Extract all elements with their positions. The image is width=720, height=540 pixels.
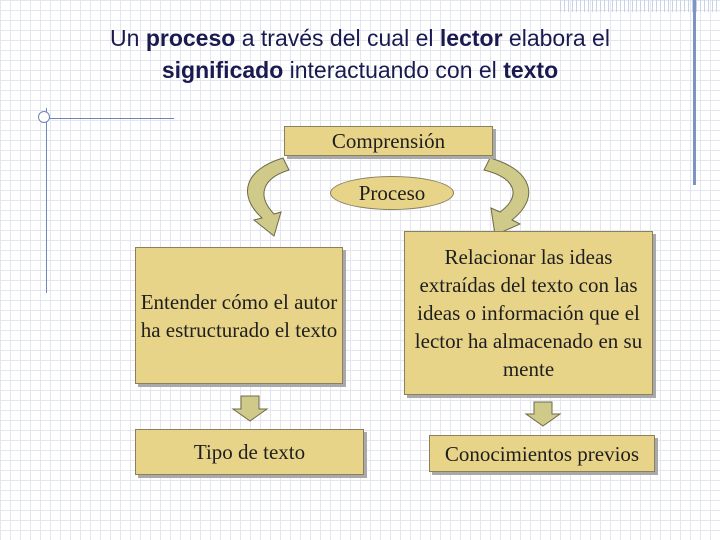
- title-part-1: Un: [110, 25, 146, 51]
- title-bold-texto: texto: [503, 57, 559, 83]
- right-down-arrow: [526, 402, 560, 426]
- comprension-box: [284, 126, 493, 156]
- title-part-5: elabora el: [502, 25, 610, 51]
- comprension-label: Comprensión: [331, 129, 446, 153]
- tipo-de-texto-box: [135, 429, 364, 475]
- title-bold-significado: significado: [161, 57, 284, 83]
- left-process-text: Entender cómo el autor ha estructurado el texto: [140, 289, 338, 342]
- left-curved-arrow: [248, 158, 289, 236]
- title-bold-lector: lector: [439, 25, 503, 51]
- conocimientos-previos-box: [429, 435, 655, 472]
- title-bold-proceso: proceso: [145, 25, 236, 51]
- left-process-box: [135, 247, 343, 384]
- right-process-box: [404, 231, 653, 395]
- proceso-ellipse: [330, 176, 454, 210]
- right-process-text: Relacionar las ideas extraídas del texto con las ideas o información que el lector ha almacenado en su mente: [414, 245, 643, 381]
- right-curved-arrow: [484, 158, 529, 235]
- conocimientos-previos-label: Conocimientos previos: [444, 441, 640, 466]
- title-part-7: interactuando con el: [283, 57, 504, 83]
- proceso-label: Proceso: [358, 181, 426, 205]
- left-down-arrow: [233, 396, 267, 421]
- tipo-de-texto-label: Tipo de texto: [193, 440, 306, 464]
- title-part-3: a través del cual el: [235, 25, 440, 51]
